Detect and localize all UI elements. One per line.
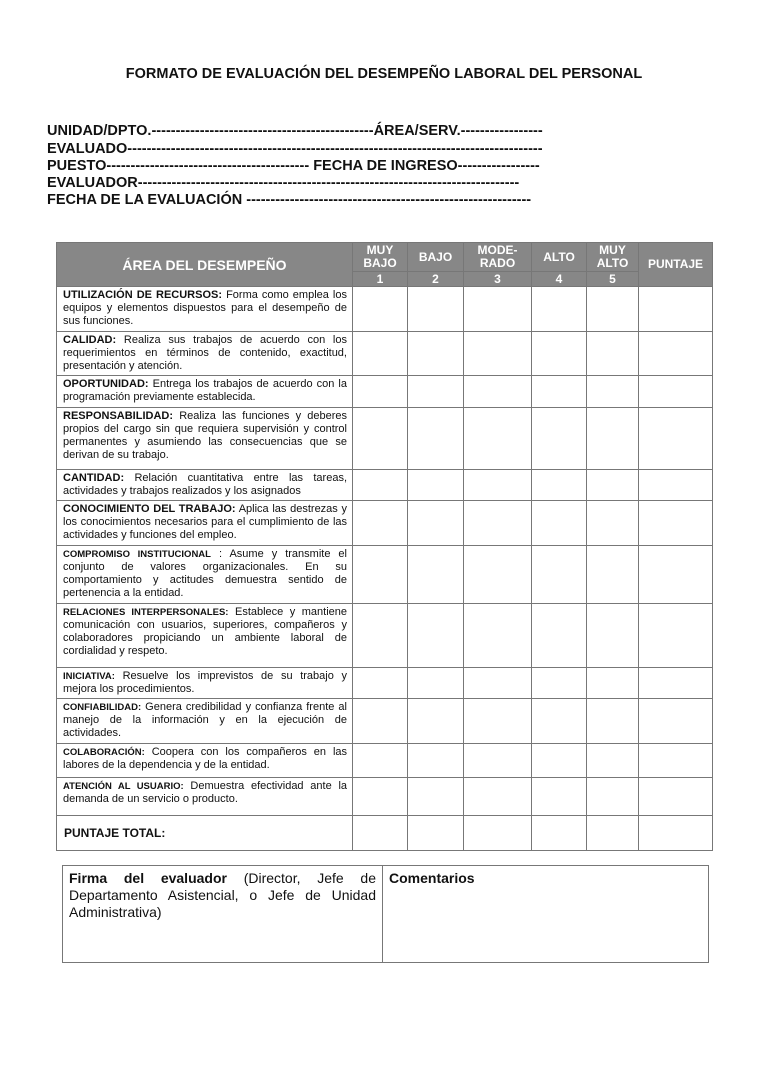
score-cell[interactable] xyxy=(639,331,713,376)
criterion-text: Entrega los trabajos de acuerdo con la programación previamente establecida. xyxy=(63,378,347,404)
rating-cell-2[interactable] xyxy=(408,331,464,376)
criterion-description xyxy=(57,407,353,469)
criterion-description xyxy=(57,501,353,546)
criterion-name: RELACIONES INTERPERSONALES: xyxy=(63,606,229,618)
level-header-1: MUY BAJO xyxy=(353,243,408,272)
criterion-description xyxy=(57,331,353,376)
criterion-text: Genera credibilidad y confianza frente al manejo de la información y en la ejecución de actividades. xyxy=(63,701,347,740)
criterion-text: : Asume y transmite el conjunto de valores organizacionales. En su comportamiento y actitudes demuestra sentido de pertenencia a la entidad. xyxy=(63,547,347,600)
header-fecha-line: FECHA DE LA EVALUACIÓN ----------------------------------------------------------- xyxy=(47,192,532,208)
rating-cell-5[interactable] xyxy=(587,331,639,376)
criterion-name: UTILIZACIÓN DE RECURSOS: xyxy=(63,289,223,301)
rating-cell-1[interactable] xyxy=(353,331,408,376)
rating-cell-1[interactable] xyxy=(353,777,408,815)
rating-cell-4[interactable] xyxy=(532,545,587,603)
criterion-name: ATENCIÓN AL USUARIO: xyxy=(63,780,184,792)
rating-cell-5[interactable] xyxy=(587,743,639,777)
total-cell-5[interactable] xyxy=(587,815,639,850)
criterion-name: CONFIABILIDAD: xyxy=(63,702,142,714)
rating-cell-3[interactable] xyxy=(464,501,532,546)
rating-cell-5[interactable] xyxy=(587,376,639,407)
criterion-row xyxy=(57,287,713,332)
rating-cell-5[interactable] xyxy=(587,545,639,603)
criterion-row xyxy=(57,501,713,546)
level-header-2: BAJO xyxy=(408,243,464,272)
total-cell-1[interactable] xyxy=(353,815,408,850)
criterion-name: RESPONSABILIDAD: xyxy=(63,409,174,422)
rating-cell-1[interactable] xyxy=(353,743,408,777)
criterion-description xyxy=(57,376,353,407)
total-score-label: PUNTAJE TOTAL: xyxy=(57,815,353,850)
score-cell[interactable] xyxy=(639,501,713,546)
criterion-text: Forma como emplea los equipos y elementos dispuestos para el desempeño de sus funciones. xyxy=(63,289,347,328)
criterion-row xyxy=(57,407,713,469)
rating-cell-1[interactable] xyxy=(353,407,408,469)
rating-cell-3[interactable] xyxy=(464,376,532,407)
level-number-5: 5 xyxy=(587,272,639,287)
rating-cell-1[interactable] xyxy=(353,287,408,332)
rating-cell-2[interactable] xyxy=(408,777,464,815)
evaluation-table xyxy=(56,242,713,851)
criterion-description xyxy=(57,667,353,698)
rating-cell-3[interactable] xyxy=(464,603,532,667)
rating-cell-2[interactable] xyxy=(408,501,464,546)
rating-cell-3[interactable] xyxy=(464,469,532,500)
rating-cell-2[interactable] xyxy=(408,407,464,469)
rating-cell-4[interactable] xyxy=(532,287,587,332)
score-cell[interactable] xyxy=(639,545,713,603)
rating-cell-5[interactable] xyxy=(587,777,639,815)
criterion-text: Relación cuantitativa entre las tareas, actividades y trabajos realizados y los asignados xyxy=(63,471,347,497)
rating-cell-2[interactable] xyxy=(408,469,464,500)
rating-cell-5[interactable] xyxy=(587,699,639,744)
criterion-text: Resuelve los imprevistos de su trabajo y mejora los procedimientos. xyxy=(63,669,347,695)
rating-cell-4[interactable] xyxy=(532,376,587,407)
level-header-5: MUY ALTO xyxy=(587,243,639,272)
rating-cell-1[interactable] xyxy=(353,376,408,407)
criterion-name: INICIATIVA: xyxy=(63,670,115,682)
criterion-text: Demuestra efectividad ante la demanda de un servicio o producto. xyxy=(63,779,348,805)
header-evaluador-line: EVALUADOR------------------------------------------------------------------------------- xyxy=(47,175,520,191)
level-number-4: 4 xyxy=(532,272,587,287)
level-header-3: MODE- RADO xyxy=(464,243,532,272)
criterion-name: CONOCIMIENTO DEL TRABAJO: xyxy=(63,503,236,516)
rating-cell-3[interactable] xyxy=(464,777,532,815)
rating-cell-5[interactable] xyxy=(587,407,639,469)
criterion-name: CALIDAD: xyxy=(63,333,117,346)
rating-cell-2[interactable] xyxy=(408,667,464,698)
rating-cell-4[interactable] xyxy=(532,501,587,546)
signature-table xyxy=(62,865,709,963)
criterion-description xyxy=(57,603,353,667)
score-cell[interactable] xyxy=(639,777,713,815)
comments-label: Comentarios xyxy=(389,870,475,886)
rating-cell-2[interactable] xyxy=(408,376,464,407)
score-cell[interactable] xyxy=(639,469,713,500)
rating-cell-5[interactable] xyxy=(587,287,639,332)
rating-cell-3[interactable] xyxy=(464,699,532,744)
total-cell-4[interactable] xyxy=(532,815,587,850)
score-cell[interactable] xyxy=(639,376,713,407)
score-cell[interactable] xyxy=(639,603,713,667)
rating-cell-2[interactable] xyxy=(408,743,464,777)
header-puesto-line: PUESTO------------------------------------------ FECHA DE INGRESO----------------- xyxy=(47,158,540,174)
signature-label: Firma del evaluador xyxy=(69,870,227,886)
rating-cell-3[interactable] xyxy=(464,331,532,376)
rating-cell-1[interactable] xyxy=(353,667,408,698)
page-title: FORMATO DE EVALUACIÓN DEL DESEMPEÑO LABORAL DEL PERSONAL xyxy=(125,66,643,82)
score-cell[interactable] xyxy=(639,699,713,744)
criterion-row xyxy=(57,376,713,407)
criterion-row xyxy=(57,331,713,376)
criterion-row xyxy=(57,545,713,603)
total-score-cell[interactable] xyxy=(639,815,713,850)
score-cell[interactable] xyxy=(639,667,713,698)
rating-cell-2[interactable] xyxy=(408,699,464,744)
rating-cell-4[interactable] xyxy=(532,331,587,376)
header-evaluado-line: EVALUADO-------------------------------------------------------------------------------------- xyxy=(47,141,543,157)
area-header: ÁREA DEL DESEMPEÑO xyxy=(57,243,353,287)
criterion-description xyxy=(57,545,353,603)
rating-cell-3[interactable] xyxy=(464,743,532,777)
rating-cell-4[interactable] xyxy=(532,699,587,744)
level-number-1: 1 xyxy=(353,272,408,287)
criterion-text: Realiza sus trabajos de acuerdo con los requerimientos en términos de contenido, exactitud, presentación y atención. xyxy=(63,333,347,373)
criterion-row xyxy=(57,743,713,777)
rating-cell-1[interactable] xyxy=(353,501,408,546)
score-cell[interactable] xyxy=(639,407,713,469)
criterion-row xyxy=(57,777,713,815)
score-cell[interactable] xyxy=(639,287,713,332)
rating-cell-5[interactable] xyxy=(587,501,639,546)
criterion-description xyxy=(57,777,353,815)
total-cell-3[interactable] xyxy=(464,815,532,850)
criterion-name: CANTIDAD: xyxy=(63,471,125,484)
rating-cell-1[interactable] xyxy=(353,699,408,744)
rating-cell-1[interactable] xyxy=(353,545,408,603)
signature-label-detail: (Director, Jefe de Departamento Asistencial, o Jefe de Unidad Administrativa) xyxy=(69,870,376,920)
criterion-row xyxy=(57,667,713,698)
rating-cell-4[interactable] xyxy=(532,667,587,698)
criterion-description xyxy=(57,469,353,500)
rating-cell-3[interactable] xyxy=(464,667,532,698)
rating-cell-4[interactable] xyxy=(532,777,587,815)
rating-cell-2[interactable] xyxy=(408,545,464,603)
criterion-description xyxy=(57,743,353,777)
criterion-row xyxy=(57,699,713,744)
criterion-description xyxy=(57,287,353,332)
criterion-name: COMPROMISO INSTITUCIONAL xyxy=(63,548,211,560)
level-header-4: ALTO xyxy=(532,243,587,272)
rating-cell-3[interactable] xyxy=(464,287,532,332)
rating-cell-4[interactable] xyxy=(532,743,587,777)
rating-cell-3[interactable] xyxy=(464,407,532,469)
evaluator-signature-cell[interactable] xyxy=(63,866,383,963)
level-number-3: 3 xyxy=(464,272,532,287)
header-unidad-line: UNIDAD/DPTO.----------------------------------------------ÁREA/SERV.----------------- xyxy=(47,123,543,139)
criterion-text: Establece y mantiene comunicación con usuarios, superiores, compañeros y colaboradores propiciando un ambiente laboral de cordialidad y respeto. xyxy=(63,605,348,658)
rating-cell-4[interactable] xyxy=(532,407,587,469)
criterion-text: Coopera con los compañeros en las labores de la dependencia y de la entidad. xyxy=(63,745,348,771)
rating-cell-3[interactable] xyxy=(464,545,532,603)
rating-cell-1[interactable] xyxy=(353,469,408,500)
criterion-name: COLABORACIÓN: xyxy=(63,746,145,758)
criterion-description xyxy=(57,699,353,744)
total-cell-2[interactable] xyxy=(408,815,464,850)
rating-cell-2[interactable] xyxy=(408,287,464,332)
criterion-row xyxy=(57,603,713,667)
rating-cell-4[interactable] xyxy=(532,469,587,500)
comments-cell[interactable] xyxy=(383,866,709,963)
rating-cell-5[interactable] xyxy=(587,667,639,698)
rating-cell-5[interactable] xyxy=(587,603,639,667)
rating-cell-5[interactable] xyxy=(587,469,639,500)
rating-cell-4[interactable] xyxy=(532,603,587,667)
rating-cell-2[interactable] xyxy=(408,603,464,667)
rating-cell-1[interactable] xyxy=(353,603,408,667)
criterion-text: Aplica las destrezas y los conocimientos necesarios para el cumplimiento de las actividades y funciones del empleo. xyxy=(63,503,347,542)
score-cell[interactable] xyxy=(639,743,713,777)
level-number-2: 2 xyxy=(408,272,464,287)
criterion-name: OPORTUNIDAD: xyxy=(63,378,149,391)
criterion-text: Realiza las funciones y deberes propios del cargo sin que requiera supervisión y control permanentes y asumiendo las consecuencias que se derivan de su trabajo. xyxy=(63,409,348,462)
score-header: PUNTAJE xyxy=(639,243,713,287)
criterion-row xyxy=(57,469,713,500)
